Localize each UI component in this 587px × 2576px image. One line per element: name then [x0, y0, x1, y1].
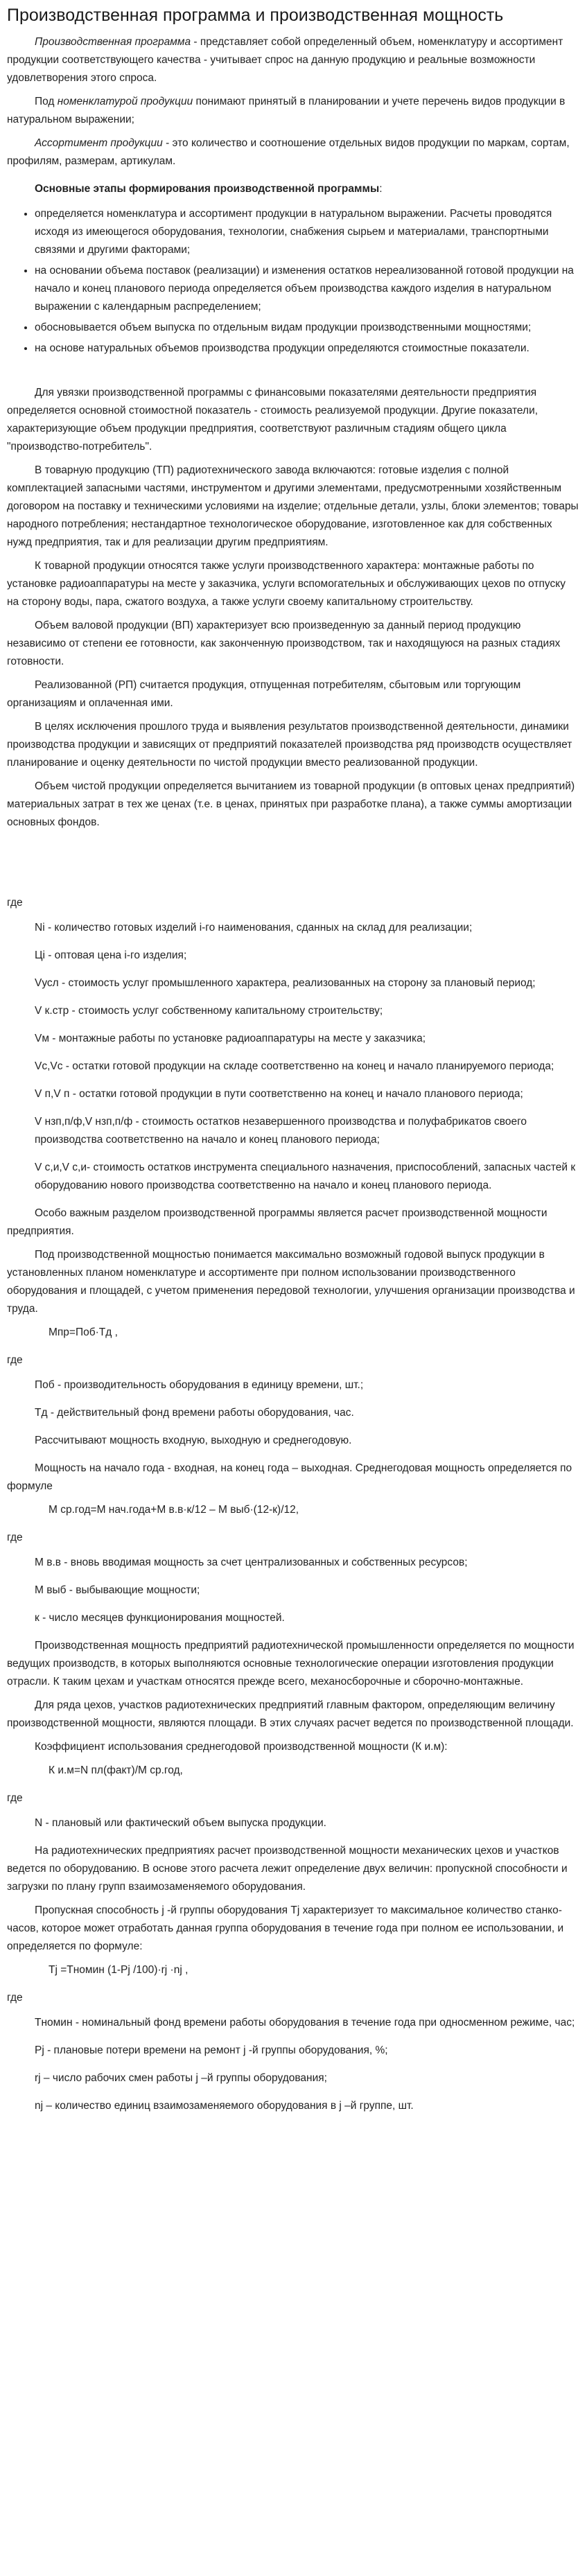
where-label: где	[7, 897, 23, 909]
page-title: Производственная программа и производственная мощность	[7, 6, 504, 25]
list-item: • определяется номенклатура и ассортимент продукции в натуральном выражении. Расчеты проводятся исходя из имеющегося оборудования, технологии, снабжения сырьем и материалами, транспортными связями и другими факторами;	[35, 205, 579, 259]
definition: Тд - действительный фонд времени работы оборудования, час.	[35, 1407, 354, 1419]
where-label: где	[7, 1792, 23, 1804]
where-label: где	[7, 1532, 23, 1543]
definition: Ni - количество готовых изделий i-го наименования, сданных на склад для реализации;	[35, 922, 473, 934]
term-nomenclature: номенклатурой продукции	[57, 96, 193, 107]
intro-paragraph-nomenclature: Под номенклатурой продукции понимают принятый в планировании и учете перечень видов продукции в натуральном выражении;	[7, 96, 566, 125]
list-item: • на основе натуральных объемов производства продукции определяются стоимостные показатели.	[35, 340, 579, 358]
paragraph: Объем чистой продукции определяется вычитанием из товарной продукции (в оптовых ценах предприятий) материальных затрат в тех же ценах (т.е. в ценах, принятых при разработке плана), а также суммы амортизации основных фондов.	[7, 780, 575, 828]
definition: Поб - производительность оборудования в единицу времени, шт.;	[35, 1379, 364, 1391]
paragraph: Коэффициент использования среднегодовой производственной мощности (К и.м):	[35, 1741, 448, 1753]
stages-heading: Основные этапы формирования производственной программы:	[35, 183, 383, 195]
definition: nj – количество единиц взаимозаменяемого оборудования в j –й группе, шт.	[35, 2100, 414, 2112]
paragraph: На радиотехнических предприятиях расчет производственной мощности механических цехов и участков ведется по оборудованию. В основе этого расчета лежит определение двух величин: пропускной способности и загрузки по плану групп взаимозаменяемого оборудования.	[7, 1845, 568, 1893]
definition: Ці - оптовая цена i-го изделия;	[35, 949, 187, 961]
stages-list	[7, 205, 579, 358]
definition: Vусл - стоимость услуг промышленного характера, реализованных на сторону за плановый период;	[35, 977, 536, 989]
article	[0, 4, 587, 2115]
paragraph: Под производственной мощностью понимается максимально возможный годовой выпуск продукции в установленных планом номенклатуре и ассортименте при полном использовании производственного оборудования и площадей, с учетом применения передовой технологии, улучшения организации производства и труда.	[7, 1249, 575, 1315]
paragraph: Пропускная способность j -й группы оборудования Тj характеризует то максимальное количество станко-часов, которое может отработать данная группа оборудования в течение года при полном ее использовании, и определяется по формуле:	[7, 1904, 564, 1952]
definition: М в.в - вновь вводимая мощность за счет централизованных и собственных ресурсов;	[35, 1557, 468, 1568]
paragraph: К товарной продукции относятся также услуги производственного характера: монтажные работы по установке радиоаппаратуры на месте у заказчика, услуги вспомогательных и обслуживающих цехов по отпуску на сторону воды, пара, сжатого воздуха, а также услуги своему капитальному строительству.	[7, 560, 566, 608]
definition: V нзп,п/ф,V нзп,п/ф - стоимость остатков незавершенного производства и полуфабрикатов своего производства соответственно на начало и конец планового периода;	[35, 1116, 527, 1146]
paragraph: Реализованной (РП) считается продукция, отпущенная потребителям, сбытовым или торгующим организациям и оплаченная ими.	[7, 679, 521, 709]
formula-placeholder-gap	[7, 837, 579, 886]
intro-paragraph-assortment: Ассортимент продукции - это количество и соотношение отдельных видов продукции по маркам, сортам, профилям, размерам, артикулам.	[7, 137, 570, 167]
where-label: где	[7, 1354, 23, 1366]
list-item: • обосновывается объем выпуска по отдельным видам продукции производственными мощностями;	[35, 319, 579, 337]
definition: к - число месяцев функционирования мощностей.	[35, 1612, 285, 1624]
definition: М выб - выбывающие мощности;	[35, 1584, 200, 1596]
paragraph: В товарную продукцию (ТП) радиотехнического завода включаются: готовые изделия с полной комплектацией запасными частями, инструментом и другими элементами, предусмотренными хозяйственным договором на поставку и техническими условиями на изделие; отдельные детали, узлы, блоки элементов; товары народного потребления; нестандартное технологическое оборудование, изготовленное как для собственных нужд предприятия, так и для реализации другим предприятиям.	[7, 464, 579, 548]
formula-throughput: Тj =Тномин (1-Рj /100)·rj ·nj ,	[49, 1964, 189, 1976]
paragraph: В целях исключения прошлого труда и выявления результатов производственной деятельности, динамики производства продукции и зависящих от предприятий показателей производства ряд производств осуществляет планирование и оценку деятельности по чистой продукции вместо реализованной продукции.	[7, 721, 572, 769]
paragraph: Особо важным разделом производственной программы является расчет производственной мощности предприятия.	[7, 1207, 547, 1237]
list-item: • на основании объема поставок (реализации) и изменения остатков нереализованной готовой продукции на начало и конец планового периода определяется объем производства каждого изделия в натуральном выражении с календарным распределением;	[35, 262, 579, 316]
definition: N - плановый или фактический объем выпуска продукции.	[35, 1817, 326, 1829]
formula-utilization: К и.м=N пл(факт)/М ср.год,	[49, 1764, 183, 1776]
formula-average-capacity: М ср.год=М нач.года+М в.в·к/12 – М выб·(12-к)/12,	[49, 1504, 299, 1516]
definition: Рассчитывают мощность входную, выходную и среднегодовую.	[35, 1435, 352, 1446]
paragraph: Производственная мощность предприятий радиотехнической промышленности определяется по мощности ведущих производств, в которых выполняются основные технологические операции изготовления продукции отрасли. К таким цехам и участкам относятся прежде всего, механосборочные и сборочно-монтажные.	[7, 1640, 575, 1688]
term-program: Производственная программа	[35, 36, 191, 48]
where-label: где	[7, 1992, 23, 2004]
definition: V п,V п - остатки готовой продукции в пути соответственно на конец и начало планового периода;	[35, 1088, 523, 1100]
paragraph: Объем валовой продукции (ВП) характеризует всю произведенную за данный период продукцию независимо от степени ее готовности, как законченную производством, так и находящуюся на разных стадиях готовности.	[7, 620, 561, 667]
definition: Тномин - номинальный фонд времени работы оборудования в течение года при односменном режиме, час;	[35, 2017, 575, 2029]
paragraph: Для увязки производственной программы с финансовыми показателями деятельности предприятия определяется основной стоимостной показатель - стоимость реализуемой продукции. Другие показатели, характеризующие объем продукции предприятия, соответствуют различным стадиям общего цикла "производство-потребитель".	[7, 387, 538, 453]
paragraph: Для ряда цехов, участков радиотехнических предприятий главным фактором, определяющим величину производственной мощности, являются площади. В этих случаях расчет ведется по производственной площади.	[7, 1699, 574, 1729]
term-assortment: Ассортимент продукции	[35, 137, 163, 149]
definition: Vc,Vc - остатки готовой продукции на складе соответственно на конец и начало планируемого периода;	[35, 1060, 554, 1072]
definition: rj – число рабочих смен работы j –й группы оборудования;	[35, 2072, 327, 2084]
definition: V к.стр - стоимость услуг собственному капитальному строительству;	[35, 1005, 383, 1017]
definition: Vм - монтажные работы по установке радиоаппаратуры на месте у заказчика;	[35, 1033, 426, 1044]
definition: Pj - плановые потери времени на ремонт j -й группы оборудования, %;	[35, 2044, 388, 2056]
formula-capacity: Мпр=Поб·Тд ,	[49, 1326, 118, 1338]
definition: V с,и,V с,и- стоимость остатков инструмента специального назначения, приспособлений, запасных частей к оборудованию нового производства соответственно на начало и конец планового периода.	[35, 1162, 576, 1191]
paragraph: Мощность на начало года - входная, на конец года – выходная. Среднегодовая мощность определяется по формуле	[7, 1462, 572, 1492]
intro-paragraph-program: Производственная программа - представляет собой определенный объем, номенклатуру и ассортимент продукции соответствующего качества - учитывает спрос на данную продукцию и реальные возможности удовлетворения этого спроса.	[7, 36, 563, 84]
